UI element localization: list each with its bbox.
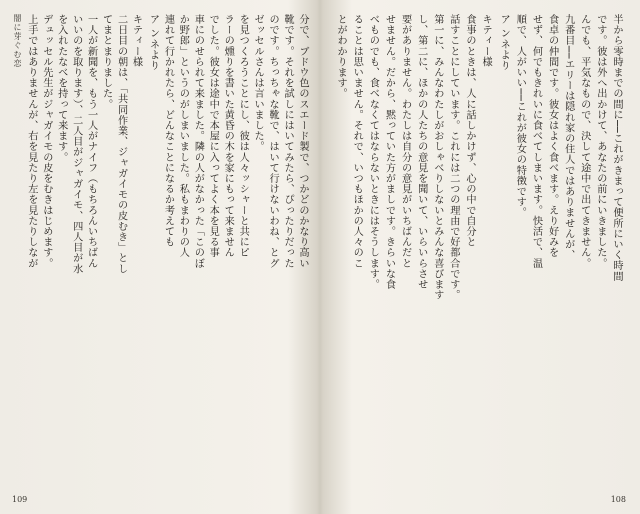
right-page bbox=[320, 0, 640, 514]
text-column: 車にのせられて来ました。隣の人がなかった「このぼ bbox=[192, 14, 204, 269]
text-column: 話すことにしています。これには二つの理由で好都合です。 bbox=[447, 14, 459, 301]
text-column: てまとまりました。 bbox=[100, 14, 112, 110]
page-number-right: 108 bbox=[610, 495, 626, 504]
text-column: ア ンネより bbox=[147, 14, 159, 71]
text-column: のです。ちっちゃな靴で、はいて行けないわね、とグ bbox=[267, 14, 279, 269]
text-column: いいのを取ります）、二人目がジャガイモ、四人目が水 bbox=[70, 14, 82, 274]
running-head: 闇に芽ぐむ恋 bbox=[13, 14, 22, 68]
text-column: 靴です。それを試しにはいてみたら、ぴったりだった bbox=[282, 14, 294, 269]
left-page-text bbox=[26, 14, 310, 484]
right-page-text bbox=[334, 14, 624, 484]
text-column: キティー様 bbox=[130, 14, 142, 67]
text-column: でした。彼女は途中で本屋に入ってよく本を見る事 bbox=[207, 14, 219, 258]
text-column: キティー様 bbox=[480, 14, 492, 67]
text-column: 食事のときは、人に話しかけず、心の中で自分と bbox=[464, 14, 476, 248]
text-column: し、第二に、ほかの人たちの意見を聞いて、いらいらさせ bbox=[415, 14, 427, 290]
text-column: 分で、ブドウ色のスエード製で、つかどのかなり高い bbox=[297, 14, 308, 269]
text-column: 半から零時までの間に──これがきまって便所にいく時間 bbox=[611, 14, 622, 282]
text-column: 二日目の朝は、「共同作業、ジャガイモの皮むき」とし bbox=[115, 14, 127, 274]
text-column: んでも、平気なもので、決して途中で出てきません。 bbox=[578, 14, 590, 269]
text-column: 要がありません。わたしは自分の意見がいちばんだと bbox=[399, 14, 411, 269]
text-column: ゼッセルさんは言いました。 bbox=[252, 14, 264, 152]
text-column: デュッセル先生がジャガイモの皮をむきはじめます。 bbox=[40, 14, 52, 269]
text-column: か野郎」というのがしまいました。私もまわりの人 bbox=[177, 14, 189, 258]
text-column: 順で、人がいい──これが彼女の特徴です。 bbox=[514, 14, 526, 218]
text-column: 九番目──エリーは隠れ家の住人ではありませんが、 bbox=[562, 14, 574, 261]
text-column: せず、何でもきれいに食べてしまいます。快活で、温 bbox=[530, 14, 542, 269]
text-column: を見つくろうことにし、彼は人々ッシャーと共にピ bbox=[237, 14, 249, 258]
text-column: とがわかります。 bbox=[335, 14, 347, 99]
text-column: 一人が新聞を、もう一人がナイフ（もちろんいちばん bbox=[85, 14, 97, 269]
text-column: です。彼は外へ出かけて、あなたの前にいきました。 bbox=[594, 14, 606, 269]
text-column: 第一に、みんなわたしがおしゃべりしないとみんな喜びます bbox=[431, 14, 443, 301]
text-column: ア ンネより bbox=[498, 14, 510, 71]
page-number-left: 109 bbox=[12, 495, 28, 504]
text-column: べものでも、食べなくてはならないときにはそうします。 bbox=[367, 14, 379, 290]
text-column: 上手ではありませんが、右を見たり左を見たりしなが bbox=[25, 14, 37, 269]
text-column: 食卓の仲間です。彼女はよく食べます。えり好みを bbox=[546, 14, 558, 258]
text-column: を入れたなべを持って来ます。 bbox=[55, 14, 67, 163]
text-column: ることは思いません。それで、いつもほかの人々のこ bbox=[351, 14, 363, 269]
text-column: せません。だから、黙っていた方がましです。きらいな食 bbox=[383, 14, 395, 290]
text-column: 連れて行かれたら、どんなことになるか考えても bbox=[162, 14, 174, 248]
text-column: ラーの燻りを書いた黄昏の木を家にもって来ません bbox=[222, 14, 234, 258]
